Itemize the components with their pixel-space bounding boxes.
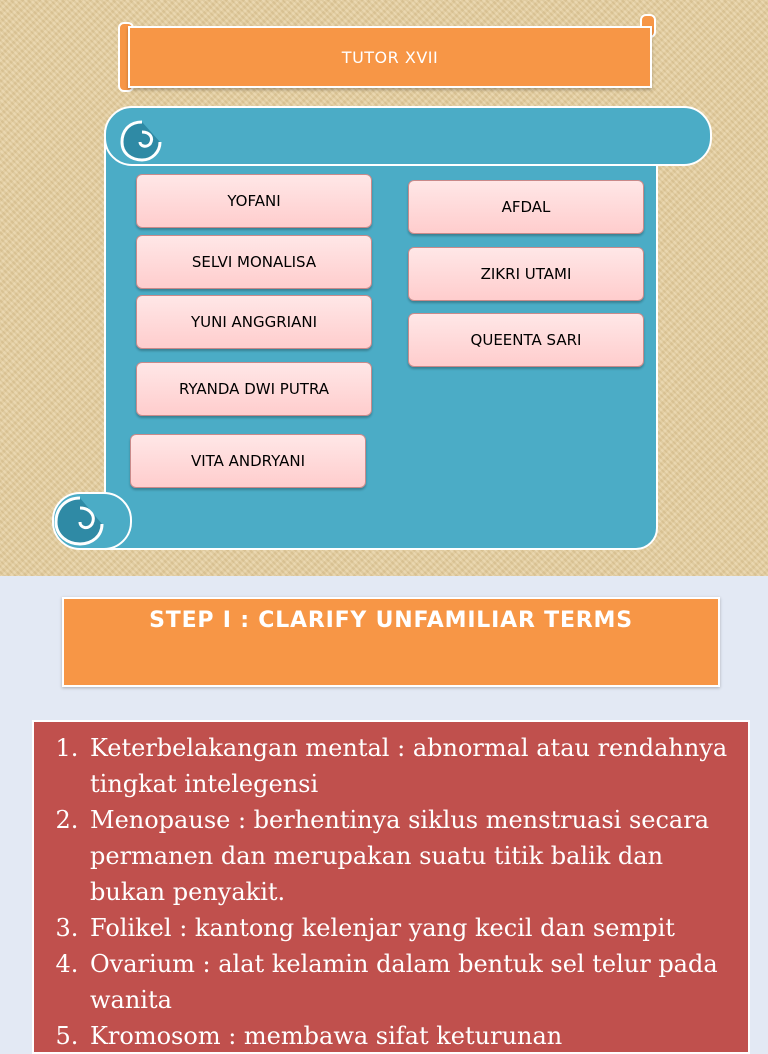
step-heading: STEP I : CLARIFY UNFAMILIAR TERMS — [149, 608, 633, 633]
member-yofani — [136, 174, 372, 228]
terms-list — [34, 722, 748, 1054]
term-item: 2. Menopause : berhentinya siklus menstruasi secara permanen dan merupakan suatu titik balik dan bukan penyakit. — [86, 802, 728, 910]
term-item: 5. Kromosom : membawa sifat keturunan — [86, 1018, 728, 1054]
term-item: 4. Ovarium : alat kelamin dalam bentuk sel telur pada wanita — [86, 946, 728, 1018]
terms-content-box — [32, 720, 750, 1054]
member-label: YUNI ANGGRIANI — [190, 313, 318, 331]
member-label: QUEENTA SARI — [470, 331, 582, 349]
member-yuni-anggriani — [136, 295, 372, 349]
member-label: VITA ANDRYANI — [190, 452, 306, 470]
member-label: ZIKRI UTAMI — [480, 265, 572, 283]
member-selvi-monalisa — [136, 235, 372, 289]
member-zikri-utami — [408, 247, 644, 301]
scroll-curl-top-icon — [116, 116, 168, 164]
scroll-top-roll — [104, 106, 712, 166]
term-item: 3. Folikel : kantong kelenjar yang kecil dan sempit — [86, 910, 728, 946]
member-ryanda-dwi-putra — [136, 362, 372, 416]
member-label: AFDAL — [501, 198, 551, 216]
member-label: SELVI MONALISA — [191, 253, 317, 271]
member-afdal — [408, 180, 644, 234]
member-label: RYANDA DWI PUTRA — [178, 380, 330, 398]
member-queenta-sari — [408, 313, 644, 367]
tutor-title-banner — [128, 26, 652, 88]
tutor-title: TUTOR XVII — [341, 47, 439, 67]
member-vita-andryani — [130, 434, 366, 488]
scroll-curl-bottom-icon — [52, 494, 112, 548]
step-heading-box — [62, 597, 720, 687]
member-label: YOFANI — [227, 192, 281, 210]
term-item: 1. Keterbelakangan mental : abnormal atau rendahnya tingkat intelegensi — [86, 730, 728, 802]
